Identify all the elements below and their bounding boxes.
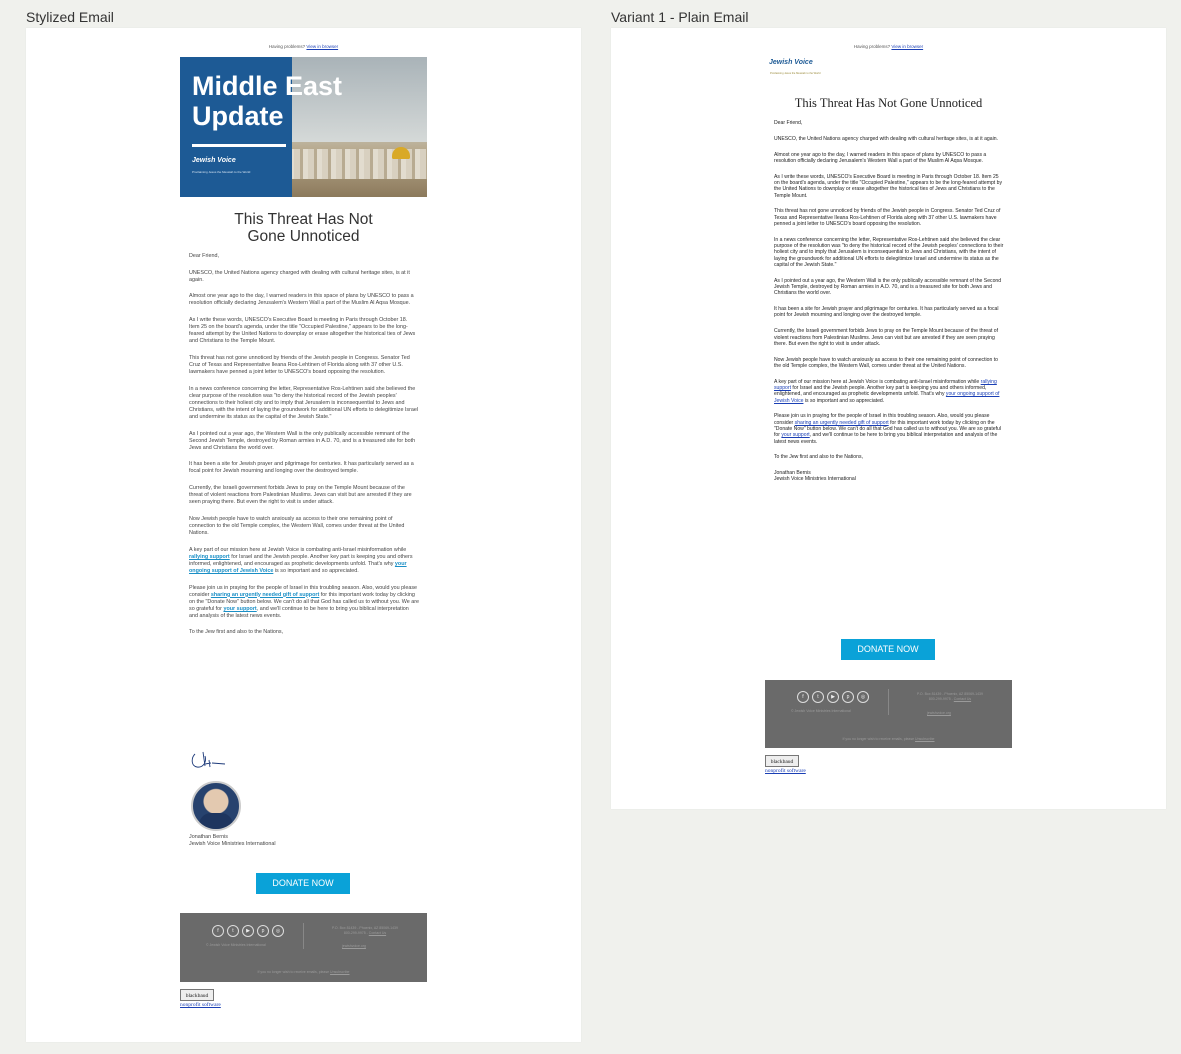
share-gift-link[interactable]: sharing an urgently needed gift of support [794,419,889,426]
paragraph: In a news conference concerning the letter, Representative Ros-Lehtinen said she believed the clear purpose of the resolution was "to deny the historical record of the Jewish peoples' connections to their holiest city and to imply that Jerusalem is inconsequential to Jews and Christians, with the intent of laying the groundwork for additional UN efforts to delegitimize Israel and undermine its status as the capital of the Jewish State." [774,236,1004,268]
text-run: Please join us in praying for the people of Israel in this troubling season. Also, would you please consider [774,413,990,426]
dome-of-the-rock-image [392,147,410,159]
text-run: , and we'll continue to be here to bring you biblical interpretation and analysis of the latest news events. [774,432,998,445]
unsubscribe-link[interactable]: Unsubscribe [330,970,350,974]
author-photo [191,781,241,831]
preheader-text: Having problems? [268,44,306,49]
footer-website-link[interactable]: jewishvoice.org [342,944,366,948]
paragraph: As I pointed out a year ago, the Western Wall is the only publically accessible remnant of the Second Jewish Temple, destroyed by Roman armies in A.D. 70, and is a treasured site for both Jews and Christians the world over. [189,430,416,451]
sender-org: Jewish Voice Ministries International [774,476,856,483]
hero-title: Middle East Update [192,71,343,131]
paragraph [189,547,419,575]
share-gift-link[interactable]: sharing an urgently needed gift of support [210,591,320,598]
footer-address-line: P.O. Box 81439 - Phoenix, AZ 85069-1439 [332,926,398,930]
text-run: for Israel and the Jewish people. Another key part is keeping you and others informed, enlightened, and encouraged as prophetic developments unfold. That's why [189,553,413,567]
text-run: for this important work today by clicking on the "Donate Now" button below. We can't do all that God has called us to without you. We are so grateful for [189,591,420,612]
unsubscribe-text: If you no longer wish to receive emails, please [257,970,331,974]
footer-phone: 800-299-9975 - [343,931,369,935]
headline-line-2: Gone Unnoticed [247,228,360,245]
jewish-voice-logo: Jewish Voice [192,157,236,164]
preheader [611,44,1166,49]
ongoing-support-link[interactable]: your ongoing support of Jewish Voice [774,391,1000,404]
pinterest-icon[interactable]: p [842,691,854,703]
stylized-email-label: Stylized Email [26,9,114,25]
footer-copyright: © Jewish Voice Ministries International [791,709,851,713]
jewish-voice-logo [769,55,827,79]
view-in-browser-link[interactable]: View in browser [891,44,924,49]
contact-us-link[interactable]: Contact Us [953,697,972,701]
footer-phone: 800-299-9975 - [928,697,954,701]
plain-email-label: Variant 1 - Plain Email [611,9,749,25]
greeting: Dear Friend, [189,253,219,259]
footer-address [310,926,420,936]
unsubscribe-text: If you no longer wish to receive emails, please [842,737,916,741]
stylized-email-card [26,28,581,1042]
view-in-browser-link[interactable]: View in browser [306,44,339,49]
paragraph: UNESCO, the United Nations agency charged with dealing with cultural heritage sites, is at it again. [774,135,998,142]
text-run: for Israel and the Jewish people. Another key part is keeping you and others informed, enlightened, and encouraged as prophetic developments unfold. That's why [774,385,987,398]
text-run: is so important and so appreciated. [273,567,359,574]
paragraph: This threat has not gone unnoticed by friends of the Jewish people in Congress. Senator Ted Cruz of Texas and Representative Ileana Ros-Lehtinen of Florida along with 37 other U.S. lawmakers have penned a joint letter to UNESCO's board opposing the resolution. [774,208,1001,227]
headline-line-1: This Threat Has Not [234,211,373,228]
footer-unsubscribe [765,737,1012,741]
pinterest-icon[interactable]: p [257,925,269,937]
paragraph: Now Jewish people have to watch anxiously as access to their one remaining point of connection to the old Temple complex, the Western Wall, comes under threat at the United Nations. [774,356,998,369]
preheader-text: Having problems? [853,44,891,49]
footer-website-link[interactable]: jewishvoice.org [927,711,951,715]
paragraph: This threat has not gone unnoticed by friends of the Jewish people in Congress. Senator Ted Cruz of Texas and Representative Ileana Ros-Lehtinen of Florida along with 37 other U.S. lawmakers have penned a joint letter to UNESCO's board opposing the resolution. [189,354,410,376]
footer-divider [888,689,889,715]
footer-copyright: © Jewish Voice Ministries International [206,943,266,947]
facebook-icon[interactable]: f [797,691,809,703]
paragraph: UNESCO, the United Nations agency charged with dealing with cultural heritage sites, is at it again. [189,269,410,283]
youtube-icon[interactable]: ▶ [827,691,839,703]
hero-divider [192,144,286,147]
email-body [189,253,419,646]
paragraph: Now Jewish people have to watch anxiously as access to their one remaining point of connection to the old Temple complex, the Western Wall, comes under threat at the United Nations. [189,515,405,537]
rallying-support-link[interactable]: rallying support [774,378,997,392]
blackbaud-badge[interactable]: blackbaud [180,989,214,1001]
sender-block [189,834,276,849]
footer-divider [303,923,304,949]
email-footer [180,913,427,982]
paragraph: As I write these words, UNESCO's Executive Board is meeting in Paris through October 18. Item 25 on the board's agenda, under the title "Occupied Palestine," appears to be the long-feared attempt by the United Nations to downplay or erase altogether the historical ties of Jews and Christians to the Temple Mount. [189,316,416,345]
text-run: is so important and so appreciated. [803,397,885,404]
instagram-icon[interactable]: ◎ [857,691,869,703]
your-support-link[interactable]: your support [223,605,257,612]
text-run: , and we'll continue to be here to bring you biblical interpretation and analysis of the latest news events. [189,605,409,619]
text-run: A key part of our mission here at Jewish Voice is combating anti-Israel misinformation while [774,378,981,385]
plain-email-card [611,28,1166,809]
author-photo-shirt [199,813,233,831]
sender-org: Jewish Voice Ministries International [189,841,276,848]
blackbaud-badge[interactable]: blackbaud [765,755,799,767]
email-body [774,120,1004,483]
paragraph [774,379,1004,404]
greeting: Dear Friend, [774,120,803,126]
text-run: for this important work today by clicking on the "Donate Now" button below. We can't do all that God has called us to without you. We are so grateful for [774,419,1001,439]
email-headline [180,211,427,245]
unsubscribe-link[interactable]: Unsubscribe [915,737,935,741]
contact-us-link[interactable]: Contact Us [368,931,387,935]
paragraph: As I write these words, UNESCO's Executive Board is meeting in Paris through October 18. Item 25 on the board's agenda, under the title "Occupied Palestine," appears to be the long-feared attempt by the United Nations to downplay or erase altogether the historical ties of Jews and Christians to the Temple Mount. [774,173,1003,199]
donate-now-button[interactable]: DONATE NOW [256,873,350,894]
closing: To the Jew first and also to the Nations, [774,454,863,461]
paragraph: It has been a site for Jewish prayer and pilgrimage for centuries. It has particularly served as a focal point for Jewish mourning and longing over the destroyed temple. [189,461,414,475]
twitter-icon[interactable]: t [227,925,239,937]
nonprofit-software-link[interactable]: nonprofit software [180,1002,221,1008]
rallying-support-link[interactable]: rallying support [189,553,230,560]
nonprofit-software-link[interactable]: nonprofit software [765,768,806,774]
logo-tagline: Proclaiming Jesus the Messiah to the World [192,170,251,174]
ongoing-support-link[interactable]: your ongoing support of Jewish Voice [189,560,407,574]
footer-address [895,692,1005,702]
twitter-icon[interactable]: t [812,691,824,703]
footer-address-line: P.O. Box 81439 - Phoenix, AZ 85069-1439 [917,692,983,696]
sender-name: Jonathan Bernis [774,470,811,477]
paragraph: Currently, the Israeli government forbids Jews to pray on the Temple Mount because of the threat of violent reactions from Palestinian Muslims. Jews can visit but are arrested if they are seen praying there. But even the right to visit is under attack. [189,485,412,506]
paragraph: As I pointed out a year ago, the Western Wall is the only publically accessible remnant of the Second Jewish Temple, destroyed by Roman armies in A.D. 70, and is a treasured site for both Jews and Christians the world over. [774,277,1002,297]
paragraph [189,585,419,620]
social-icons [797,691,869,703]
paragraph: In a news conference concerning the letter, Representative Ros-Lehtinen said she believed the clear purpose of the resolution was "to deny the historical record of the Jewish peoples' connections to their holiest city and to imply that Jerusalem is inconsequential to Jews and Christians, with the intent of laying the groundwork for additional UN efforts to delegitimize Israel and undermine its status as the capital of the Jewish State." [189,385,419,420]
text-run: Please join us in praying for the people of Israel in this troubling season. Also, would you please consider [189,584,418,598]
paragraph: It has been a site for Jewish prayer and pilgrimage for centuries. It has particularly served as a focal point for Jewish mourning and longing over the destroyed temple. [774,306,999,319]
hero-banner [180,57,427,197]
logo-wordmark: Jewish Voice [769,59,813,66]
youtube-icon[interactable]: ▶ [242,925,254,937]
instagram-icon[interactable]: ◎ [272,925,284,937]
sender-name: Jonathan Bernis [189,834,228,840]
logo-tagline: Proclaiming Jesus the Messiah to the World [770,72,821,75]
paragraph [774,413,1004,444]
donate-now-button[interactable]: DONATE NOW [841,639,935,660]
facebook-icon[interactable]: f [212,925,224,937]
paragraph: Almost one year ago to the day, I warned readers in this space of plans by UNESCO to pass a resolution officially declaring Jerusalem's Western Wall a part of the Muslim Al Aqsa Mosque. [189,293,414,307]
footer-phone-line [310,931,420,936]
closing: To the Jew first and also to the Nations, [189,629,284,636]
text-run: A key part of our mission here at Jewish Voice is combating anti-Israel misinformation while [189,546,407,553]
preheader [26,44,581,49]
footer-unsubscribe [180,970,427,974]
paragraph: Almost one year ago to the day, I warned readers in this space of plans by UNESCO to pass a resolution officially declaring Jerusalem's Western Wall a part of the Muslim Al Aqsa Mosque. [774,151,987,164]
social-icons [212,925,284,937]
email-footer [765,680,1012,748]
paragraph: Currently, the Israeli government forbids Jews to pray on the Temple Mount because of the threat of violent reactions from Palestinian Muslims. Jews can visit but are arrested if they are seen praying there. But even the right to visit is under attack. [774,328,999,347]
signature-image [189,748,229,770]
email-headline: This Threat Has Not Gone Unnoticed [794,96,983,110]
footer-phone-line [895,697,1005,702]
your-support-link[interactable]: your support [781,432,810,439]
